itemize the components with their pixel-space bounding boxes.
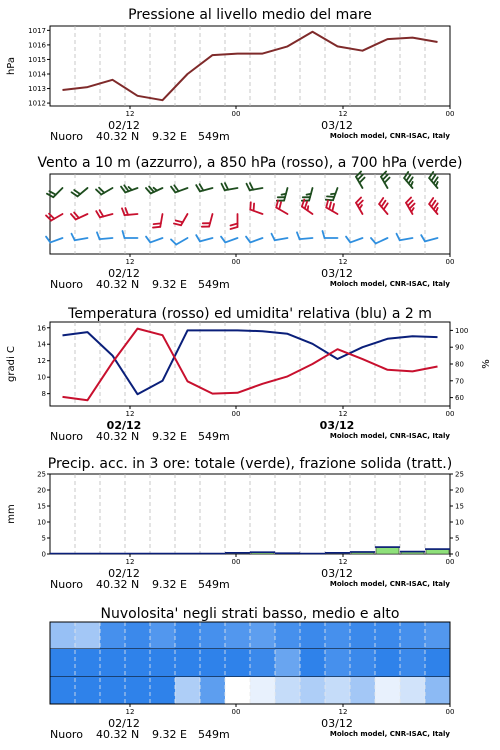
y-tick-label: 1013 bbox=[28, 85, 46, 94]
cloud-cell bbox=[125, 622, 150, 649]
precip-bar bbox=[376, 548, 399, 554]
x-tick-label: 00 bbox=[231, 410, 241, 418]
cloud-cell bbox=[250, 677, 275, 704]
x-tick-label: 00 bbox=[231, 708, 241, 716]
cloud-cell bbox=[300, 677, 325, 704]
pressure-ylabel: hPa bbox=[6, 56, 17, 76]
cloud-cell bbox=[200, 649, 225, 677]
cloud-cell bbox=[375, 677, 400, 704]
station-lon: 9.32 E bbox=[152, 578, 187, 591]
precip-y-axis-right bbox=[450, 471, 464, 559]
x-tick-label: 00 bbox=[445, 110, 455, 118]
y-tick-label: 16 bbox=[37, 324, 46, 333]
barb-flag bbox=[282, 194, 286, 195]
cloud-cell bbox=[225, 649, 250, 677]
cloud-cell bbox=[425, 649, 450, 677]
pressure-panel bbox=[6, 7, 454, 143]
y-tick-label: 15 bbox=[37, 502, 46, 511]
y-tick-label: 5 bbox=[41, 534, 46, 543]
station-lat: 40.32 N bbox=[96, 278, 140, 291]
y-tick-label: 1012 bbox=[28, 99, 46, 108]
station-elevation: 549m bbox=[198, 278, 230, 291]
station-elevation: 549m bbox=[198, 578, 230, 591]
station-lat: 40.32 N bbox=[96, 578, 140, 591]
cloud-cell bbox=[275, 677, 300, 704]
x-tick-label: 12 bbox=[338, 110, 348, 118]
cloud-cell bbox=[225, 677, 250, 704]
cloud-cell bbox=[200, 622, 225, 649]
y-tick-label: 10 bbox=[455, 518, 464, 527]
cloud-cell bbox=[100, 649, 125, 677]
y-tick-label: 5 bbox=[455, 534, 460, 543]
y-tick-label: 25 bbox=[455, 470, 464, 479]
cloud-cell bbox=[100, 677, 125, 704]
station-elevation: 549m bbox=[198, 130, 230, 143]
cloud-cell bbox=[225, 622, 250, 649]
cloud-cell bbox=[75, 677, 100, 704]
x-tick-label: 12 bbox=[125, 558, 135, 566]
cloud-cell bbox=[175, 649, 200, 677]
rh-y-axis bbox=[450, 327, 468, 402]
station-elevation: 549m bbox=[198, 728, 230, 741]
temp-rh-panel bbox=[6, 306, 492, 443]
pressure-x-axis bbox=[50, 106, 454, 143]
barb-flag bbox=[331, 194, 335, 195]
x-tick-label: 12 bbox=[125, 410, 135, 418]
cloud-cell bbox=[50, 622, 75, 649]
cloud-cell bbox=[150, 622, 175, 649]
cloud-cell bbox=[250, 622, 275, 649]
y-tick-label: 10 bbox=[37, 518, 46, 527]
y-tick-label: 20 bbox=[455, 486, 464, 495]
cloud-cell bbox=[425, 622, 450, 649]
x-tick-label: 00 bbox=[231, 110, 241, 118]
cloud-cell bbox=[400, 622, 425, 649]
cloud-cell bbox=[300, 649, 325, 677]
wind-panel bbox=[37, 155, 462, 291]
cloud-cell bbox=[250, 649, 275, 677]
station-name: Nuoro bbox=[50, 130, 83, 143]
barb-shaft bbox=[300, 238, 313, 239]
barb-flag bbox=[154, 223, 161, 224]
y-tick-label: 1016 bbox=[28, 41, 46, 50]
wind-x-axis bbox=[50, 254, 454, 291]
temp-y-axis bbox=[37, 324, 50, 398]
cloud-cell bbox=[50, 677, 75, 704]
station-elevation: 549m bbox=[198, 430, 230, 443]
date-label: 03/12 bbox=[321, 119, 353, 132]
barb-flag bbox=[250, 202, 251, 209]
x-tick-label: 00 bbox=[445, 258, 455, 266]
y-tick-label: 90 bbox=[455, 343, 464, 352]
date-label: 03/12 bbox=[319, 419, 355, 432]
cloud-cell bbox=[350, 622, 375, 649]
cloud-cell bbox=[300, 622, 325, 649]
station-lon: 9.32 E bbox=[152, 728, 187, 741]
model-credit: Moloch model, CNR-ISAC, Italy bbox=[329, 730, 450, 738]
y-tick-label: 1017 bbox=[28, 26, 46, 35]
precip-x-axis bbox=[50, 554, 454, 591]
date-label: 02/12 bbox=[108, 119, 140, 132]
y-tick-label: 1015 bbox=[28, 55, 46, 64]
date-label: 03/12 bbox=[321, 717, 353, 730]
x-tick-label: 00 bbox=[445, 708, 455, 716]
cloud-cell bbox=[150, 649, 175, 677]
y-tick-label: 8 bbox=[41, 390, 46, 399]
y-tick-label: 80 bbox=[455, 360, 464, 369]
cloud-cell bbox=[375, 622, 400, 649]
cloud-panel bbox=[50, 606, 454, 741]
x-tick-label: 12 bbox=[338, 558, 348, 566]
date-label: 02/12 bbox=[108, 267, 140, 280]
y-tick-label: 20 bbox=[37, 486, 46, 495]
cloud-cell bbox=[175, 622, 200, 649]
x-tick-label: 12 bbox=[338, 410, 348, 418]
cloud-cell bbox=[400, 677, 425, 704]
station-name: Nuoro bbox=[50, 278, 83, 291]
station-name: Nuoro bbox=[50, 430, 83, 443]
date-label: 03/12 bbox=[321, 267, 353, 280]
cloud-x-axis bbox=[50, 704, 454, 741]
station-lat: 40.32 N bbox=[96, 728, 140, 741]
cloud-cell bbox=[125, 649, 150, 677]
x-tick-label: 00 bbox=[445, 558, 455, 566]
cloud-cell bbox=[200, 677, 225, 704]
model-credit: Moloch model, CNR-ISAC, Italy bbox=[329, 432, 450, 440]
barb-flag bbox=[307, 194, 311, 195]
x-tick-label: 12 bbox=[338, 258, 348, 266]
date-label: 02/12 bbox=[106, 419, 142, 432]
station-lon: 9.32 E bbox=[152, 278, 187, 291]
cloud-cell bbox=[325, 622, 350, 649]
cloud-cell bbox=[75, 622, 100, 649]
cloud-cell bbox=[50, 649, 75, 677]
cloud-cell bbox=[400, 649, 425, 677]
station-name: Nuoro bbox=[50, 578, 83, 591]
station-lon: 9.32 E bbox=[152, 430, 187, 443]
cloud-cell bbox=[100, 622, 125, 649]
model-credit: Moloch model, CNR-ISAC, Italy bbox=[329, 280, 450, 288]
cloud-cell bbox=[275, 622, 300, 649]
y-tick-label: 70 bbox=[455, 377, 464, 386]
x-tick-label: 00 bbox=[231, 258, 241, 266]
x-tick-label: 12 bbox=[125, 110, 135, 118]
pressure-y-axis bbox=[28, 27, 50, 108]
precip-y-axis bbox=[37, 471, 50, 559]
precip-panel bbox=[6, 456, 464, 591]
y-tick-label: 60 bbox=[455, 394, 464, 403]
precip-ylabel: mm bbox=[6, 504, 17, 524]
temp-rh-x-axis bbox=[50, 406, 454, 443]
cloud-cell bbox=[75, 649, 100, 677]
rh-ylabel: % bbox=[481, 359, 492, 369]
x-tick-label: 00 bbox=[445, 410, 455, 418]
y-tick-label: 25 bbox=[37, 470, 46, 479]
y-tick-label: 100 bbox=[455, 326, 469, 335]
temp-rh-title: Temperatura (rosso) ed umidita' relativa (blu) a 2 m bbox=[68, 306, 432, 322]
cloud-cell bbox=[425, 677, 450, 704]
cloud-cell bbox=[375, 649, 400, 677]
y-tick-label: 14 bbox=[37, 340, 46, 349]
cloud-cell bbox=[275, 649, 300, 677]
precip-bar bbox=[426, 550, 449, 554]
x-tick-label: 00 bbox=[231, 558, 241, 566]
cloud-cell bbox=[325, 677, 350, 704]
date-label: 03/12 bbox=[321, 567, 353, 580]
y-tick-label: 0 bbox=[455, 550, 460, 559]
y-tick-label: 10 bbox=[37, 373, 46, 382]
cloud-cell bbox=[175, 677, 200, 704]
barb-flag bbox=[153, 227, 160, 228]
y-tick-label: 15 bbox=[455, 502, 464, 511]
y-tick-label: 0 bbox=[41, 550, 46, 559]
cloud-cell bbox=[325, 649, 350, 677]
precip-title: Precip. acc. in 3 ore: totale (verde), frazione solida (tratt.) bbox=[47, 456, 453, 472]
station-lat: 40.32 N bbox=[96, 430, 140, 443]
barb-flag bbox=[327, 196, 334, 197]
cloud-cell bbox=[350, 649, 375, 677]
cloud-cell bbox=[150, 677, 175, 704]
cloud-title: Nuvolosita' negli strati basso, medio e alto bbox=[100, 606, 400, 622]
cloud-cell bbox=[350, 677, 375, 704]
model-credit: Moloch model, CNR-ISAC, Italy bbox=[329, 132, 450, 140]
station-name: Nuoro bbox=[50, 728, 83, 741]
pressure-title: Pressione al livello medio del mare bbox=[128, 7, 372, 23]
cloud-cell bbox=[125, 677, 150, 704]
barb-flag bbox=[326, 200, 333, 201]
cloud-heatmap bbox=[50, 622, 450, 704]
model-credit: Moloch model, CNR-ISAC, Italy bbox=[329, 580, 450, 588]
x-tick-label: 12 bbox=[125, 258, 135, 266]
barb-flag bbox=[254, 203, 255, 210]
y-tick-label: 12 bbox=[37, 357, 46, 366]
x-tick-label: 12 bbox=[338, 708, 348, 716]
date-label: 02/12 bbox=[108, 717, 140, 730]
temp-ylabel: gradi C bbox=[6, 346, 17, 382]
wind-title: Vento a 10 m (azzurro), a 850 hPa (rosso), a 700 hPa (verde) bbox=[37, 155, 463, 171]
barb-shaft bbox=[125, 214, 138, 215]
barb-shaft bbox=[100, 238, 113, 239]
station-lat: 40.32 N bbox=[96, 130, 140, 143]
x-tick-label: 12 bbox=[125, 708, 135, 716]
precip-plot-frame bbox=[50, 474, 450, 554]
date-label: 02/12 bbox=[108, 567, 140, 580]
station-lon: 9.32 E bbox=[152, 130, 187, 143]
y-tick-label: 1014 bbox=[28, 70, 46, 79]
barb-flag bbox=[308, 206, 309, 210]
